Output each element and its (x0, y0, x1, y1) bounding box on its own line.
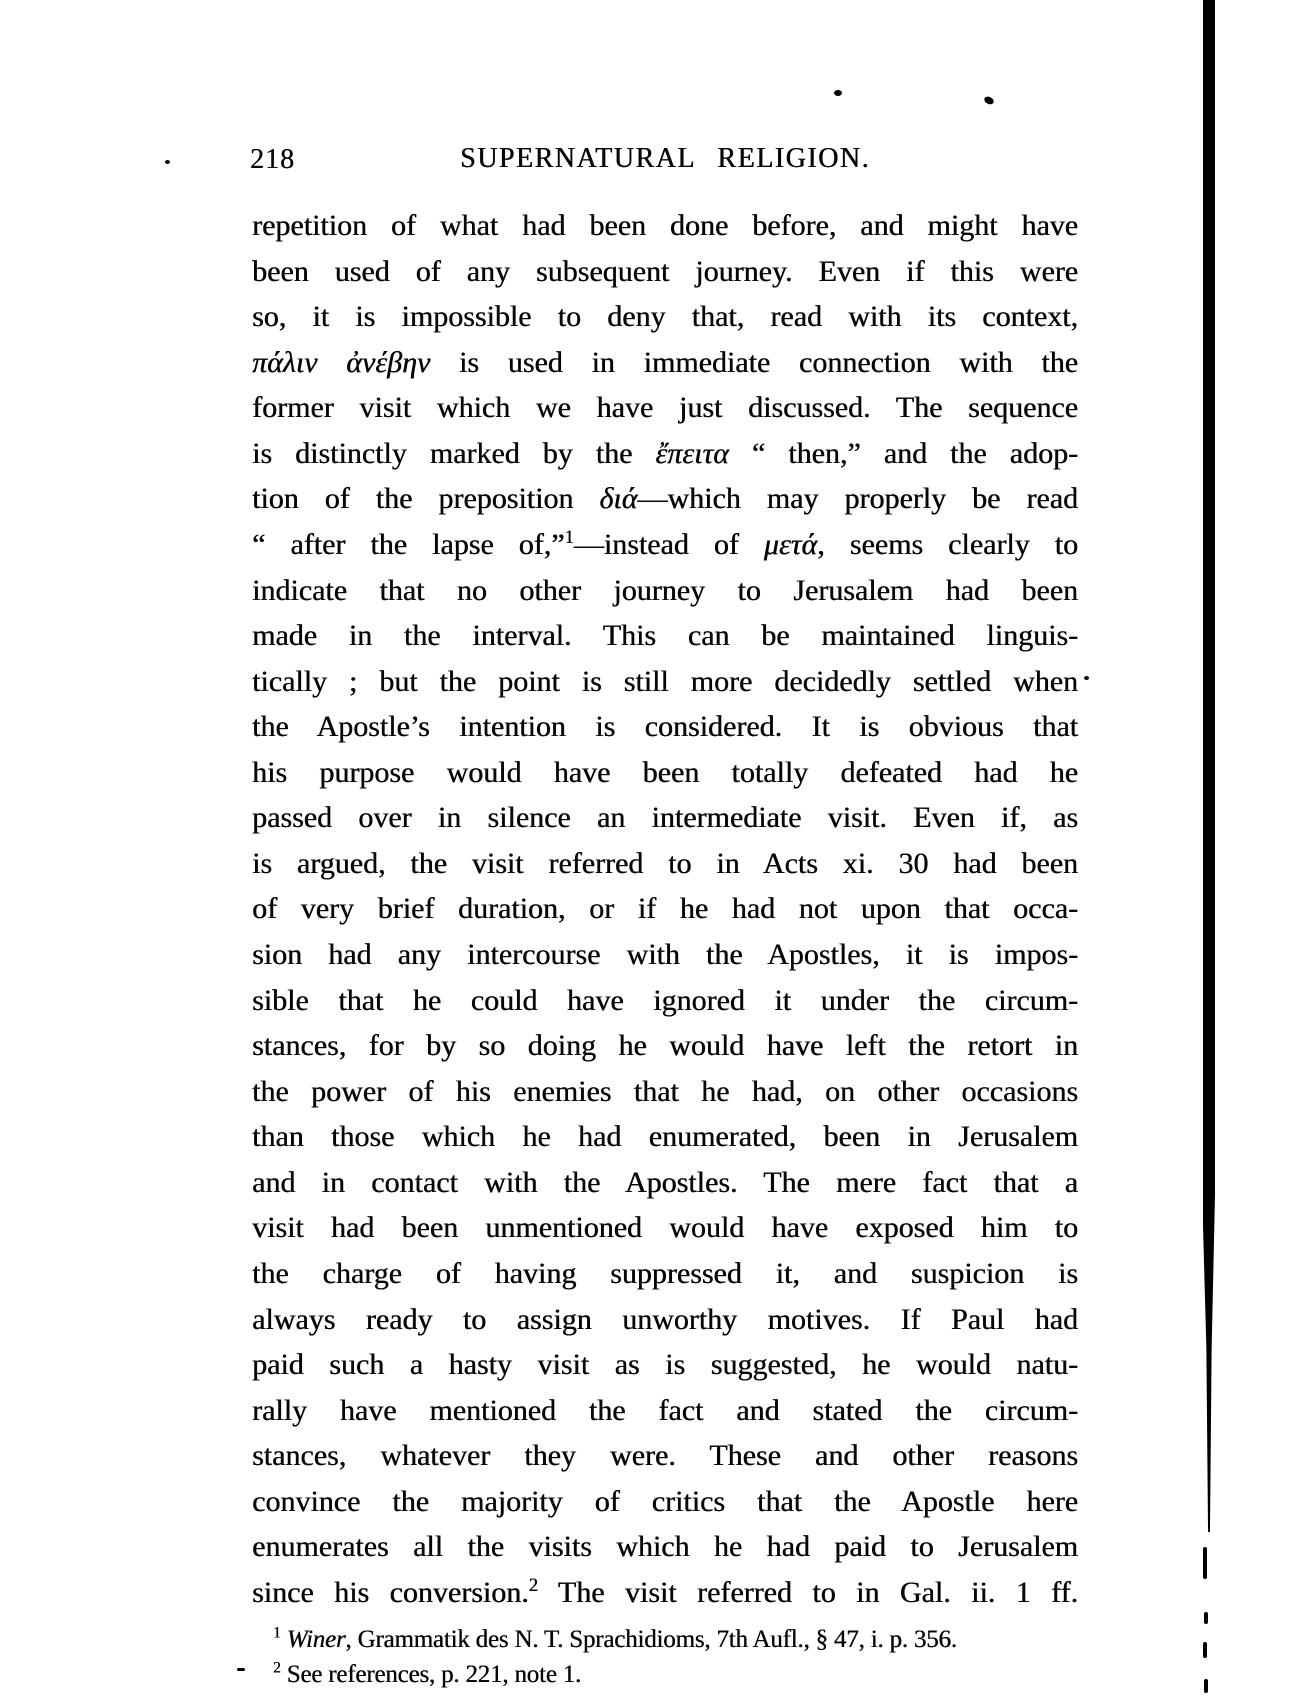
body-text-line (252, 886, 1078, 932)
body-text-line (252, 385, 1078, 431)
body-text-line (252, 1342, 1078, 1388)
text-segment: the Apostle’s intention is considered. It is obvious that (252, 710, 1078, 744)
body-text-line (252, 613, 1078, 659)
body-text-line (252, 203, 1078, 249)
text-segment: tically ; but the point is still more decidedly settled when (252, 664, 1078, 698)
footnote-marker: 2 (528, 1574, 538, 1596)
text-segment: passed over in silence an intermediate visit. Even if, as (252, 801, 1078, 835)
body-text-line (252, 1160, 1078, 1206)
greek-or-italic-text: Winer (286, 1626, 346, 1653)
body-text-line (252, 1205, 1078, 1251)
body-text-line (252, 1114, 1078, 1160)
text-segment: rally have mentioned the fact and stated the circum- (252, 1393, 1078, 1427)
text-segment: , Grammatik des N. T. Sprachidioms, 7th Aufl., § 47, i. p. 356. (345, 1626, 957, 1653)
ink-speck-header-left (165, 160, 170, 164)
footnotes (273, 1622, 1083, 1692)
ink-speck-margin-right (1084, 676, 1089, 680)
body-text-line (252, 249, 1078, 295)
body-text-line (252, 978, 1078, 1024)
text-segment: is distinctly marked by the (252, 436, 656, 470)
text-segment: so, it is impossible to deny that, read with its context, (252, 300, 1078, 334)
footnote-line (273, 1657, 1083, 1692)
body-text-line (252, 294, 1078, 340)
body-text-line (252, 1297, 1078, 1343)
text-segment: repetition of what had been done before, and might have (252, 209, 1078, 242)
body-text-line (252, 1433, 1078, 1479)
text-segment: indicate that no other journey to Jerusalem had been (252, 573, 1078, 607)
footnote-marker: 1 (273, 1624, 281, 1642)
page-number: 218 (250, 144, 295, 175)
text-segment: is used in immediate connection with the (430, 345, 1078, 379)
ink-speck-top-center (834, 90, 842, 96)
text-segment: sible that he could have ignored it under the circum- (252, 983, 1078, 1017)
body-text-line (252, 431, 1078, 477)
text-segment: is argued, the visit referred to in Acts xi. 30 had been (252, 846, 1078, 880)
text-segment: —which may properly be read (637, 482, 1078, 516)
text-segment: convince the majority of critics that the Apostle here (252, 1484, 1078, 1518)
text-segment: and in contact with the Apostles. The mere fact that a (252, 1165, 1078, 1199)
body-text-line (252, 1570, 1078, 1616)
body-text-line (252, 1069, 1078, 1115)
footnote-line (273, 1622, 1083, 1657)
text-segment: always ready to assign unworthy motives. If Paul had (252, 1302, 1078, 1336)
body-text-line (252, 476, 1078, 522)
body-text-line (252, 1388, 1078, 1434)
text-segment: since his conversion. (252, 1575, 529, 1609)
text-segment: paid such a hasty visit as is suggested, he would natu- (252, 1348, 1078, 1382)
greek-or-italic-text: μετά (763, 527, 818, 561)
scan-edge-mark (1203, 1642, 1207, 1658)
running-title: SUPERNATURAL RELIGION. (460, 143, 870, 174)
text-segment: the charge of having suppressed it, and suspicion is (252, 1256, 1078, 1290)
text-segment: former visit which we have just discussed. The sequence (252, 391, 1078, 425)
ink-speck-top-right (983, 95, 995, 106)
body-text-line (252, 659, 1078, 705)
body-text-line (252, 795, 1078, 841)
text-segment: than those which he had enumerated, been in Jerusalem (252, 1120, 1078, 1154)
body-text (252, 203, 1078, 1615)
body-text-line (252, 522, 1078, 568)
text-segment: The visit referred to in Gal. ii. 1 ff. (537, 1575, 1078, 1609)
text-segment: stances, for by so doing he would have left the retort in (252, 1029, 1078, 1063)
text-segment: tion of the preposition (252, 482, 600, 516)
text-segment: made in the interval. This can be maintained linguis- (252, 619, 1078, 653)
greek-or-italic-text: πάλιν ἀνέβην (252, 345, 431, 379)
text-segment: enumerates all the visits which he had paid to Jerusalem (252, 1530, 1078, 1564)
text-segment: the power of his enemies that he had, on other occasions (252, 1074, 1078, 1108)
text-segment: of very brief duration, or if he had not upon that occa- (252, 892, 1078, 926)
greek-or-italic-text: ἔπειτα (655, 436, 729, 470)
text-segment: “ then,” and the adop- (728, 436, 1078, 470)
body-text-line (252, 841, 1078, 887)
greek-or-italic-text: διά (599, 482, 638, 516)
body-text-line (252, 704, 1078, 750)
body-text-line (252, 750, 1078, 796)
footnote-marker: 1 (564, 526, 574, 548)
text-segment: , seems clearly to (817, 527, 1079, 561)
scan-edge-mark (1203, 1547, 1207, 1579)
text-segment: See references, p. 221, note 1. (280, 1661, 581, 1688)
body-text-line (252, 1251, 1078, 1297)
body-text-line (252, 1023, 1078, 1069)
body-text-line (252, 1524, 1078, 1570)
text-segment: stances, whatever they were. These and other reasons (252, 1439, 1078, 1473)
footnote-marker: 2 (273, 1659, 281, 1677)
text-segment: visit had been unmentioned would have exposed him to (252, 1211, 1078, 1245)
text-segment: been used of any subsequent journey. Even if this were (252, 254, 1078, 288)
body-text-line (252, 1479, 1078, 1525)
text-segment: “ after the lapse of,” (252, 527, 565, 561)
body-text-line (252, 568, 1078, 614)
text-segment: —instead of (573, 527, 764, 561)
body-text-line (252, 340, 1078, 386)
scan-edge-mark (1204, 1679, 1208, 1693)
text-segment: sion had any intercourse with the Apostles, it is impos- (252, 938, 1078, 971)
scan-edge-bar (1203, 0, 1215, 1532)
ink-speck-footnote-left (237, 1668, 245, 1671)
scan-edge-mark (1204, 1612, 1208, 1624)
body-text-line (252, 932, 1078, 978)
text-segment: his purpose would have been totally defeated had he (252, 755, 1078, 789)
